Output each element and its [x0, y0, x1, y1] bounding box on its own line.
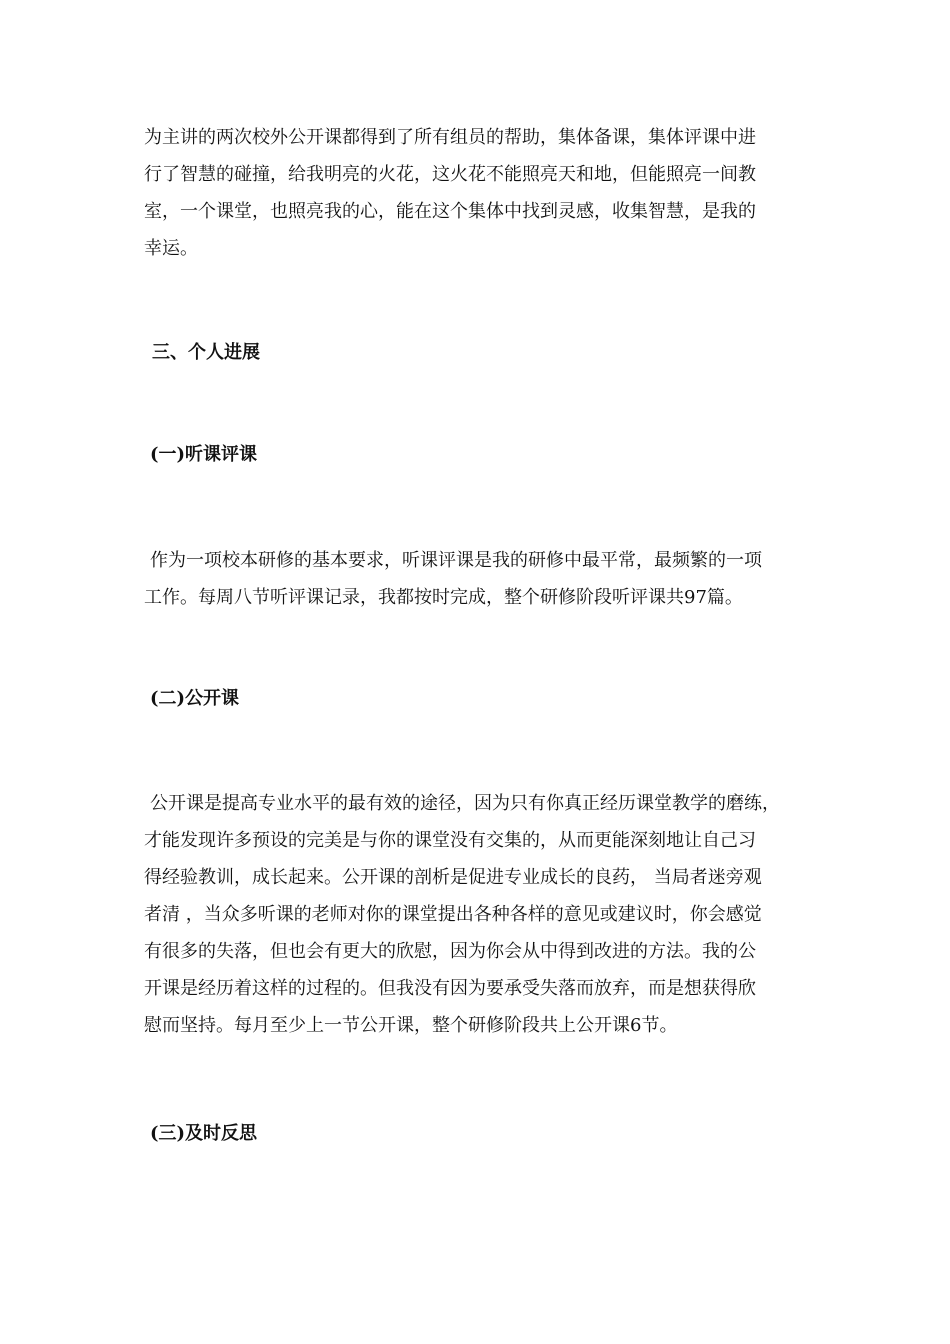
paragraph-line: 工作。每周八节听评课记录，我都按时完成，整个研修阶段听评课共97篇。 [144, 587, 743, 608]
section-heading-personal-progress: 三、个人进展 [152, 342, 260, 363]
paragraph-line: 幸运。 [144, 238, 198, 259]
paragraph-line: 室，一个课堂，也照亮我的心，能在这个集体中找到灵感，收集智慧，是我的 [144, 201, 756, 222]
paragraph-line: 公开课是提高专业水平的最有效的途径，因为只有你真正经历课堂教学的磨练， [150, 793, 780, 814]
open-class-paragraph [144, 785, 814, 1044]
paragraph-line: 者清 ，当众多听课的老师对你的课堂提出各种各样的意见或建议时，你会感觉 [144, 904, 762, 925]
paragraph-line: 开课是经历着这样的过程的。但我没有因为要承受失落而放弃，而是想获得欣 [144, 978, 756, 999]
paragraph-line: 慰而坚持。每月至少上一节公开课，整个研修阶段共上公开课6节。 [144, 1015, 678, 1036]
intro-paragraph [144, 119, 814, 267]
lesson-observation-paragraph [144, 542, 814, 616]
paragraph-line: 才能发现许多预设的完美是与你的课堂没有交集的，从而更能深刻地让自己习 [144, 830, 756, 851]
paragraph-line: 行了智慧的碰撞，给我明亮的火花，这火花不能照亮天和地，但能照亮一间教 [144, 164, 756, 185]
paragraph-line: 作为一项校本研修的基本要求，听课评课是我的研修中最平常，最频繁的一项 [150, 550, 762, 571]
paragraph-line: 得经验教训，成长起来。公开课的剖析是促进专业成长的良药， 当局者迷旁观 [144, 867, 762, 888]
paragraph-line: 为主讲的两次校外公开课都得到了所有组员的帮助，集体备课，集体评课中进 [144, 127, 756, 148]
subsection-heading-open-class: (二)公开课 [150, 688, 240, 709]
subsection-heading-lesson-observation: (一)听课评课 [150, 444, 258, 465]
subsection-heading-timely-reflection: (三)及时反思 [150, 1123, 258, 1144]
paragraph-line: 有很多的失落，但也会有更大的欣慰，因为你会从中得到改进的方法。我的公 [144, 941, 756, 962]
